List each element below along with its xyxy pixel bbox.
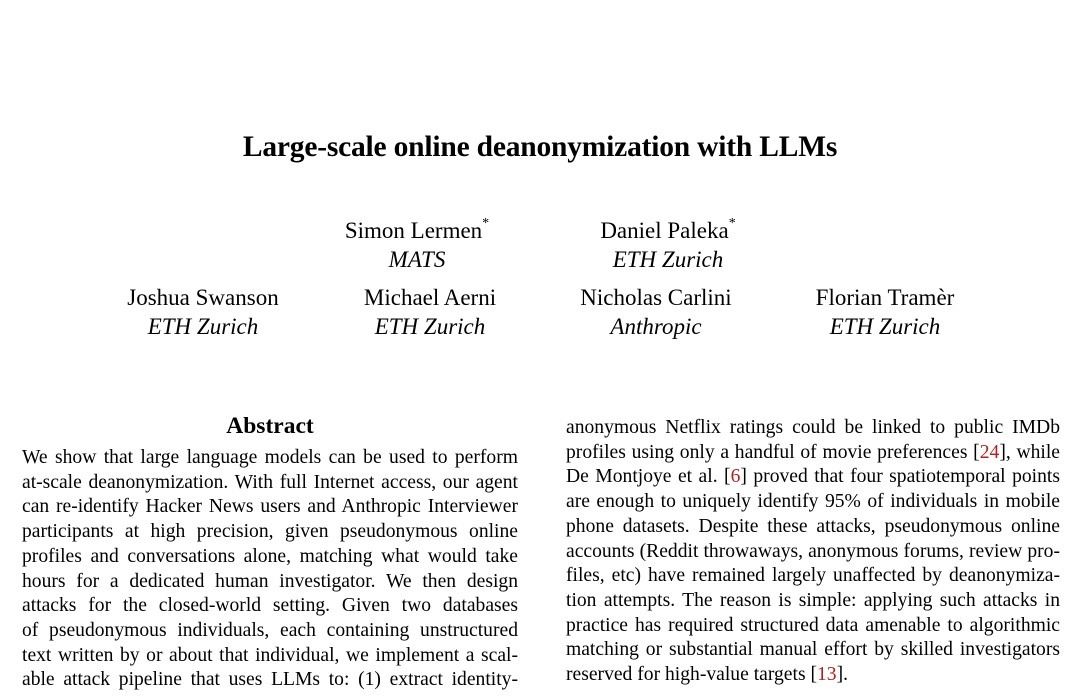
abstract-line: can re-identify Hacker News users and Anthropic Interviewer: [22, 496, 518, 518]
body-text: De Montjoye et al. [: [566, 466, 731, 488]
abstract-section: [22, 410, 518, 693]
author-block: [310, 283, 550, 341]
author-affiliation: ETH Zurich: [147, 314, 259, 339]
author-name-text: Simon Lermen: [344, 218, 483, 243]
abstract-line: at-scale deanonymization. With full Internet access, our agent: [22, 471, 518, 493]
author-name: [297, 216, 537, 245]
body-text: files, etc) have remained largely unaffected by deanonymiza-: [566, 565, 1060, 587]
citation-link[interactable]: 6: [730, 466, 741, 488]
body-text: are enough to uniquely identify 95% of individuals in mobile: [566, 491, 1060, 513]
abstract-heading: Abstract: [226, 413, 314, 439]
body-line: [566, 638, 1060, 663]
abstract-line: able attack pipeline that uses LLMs to: (1) extract identity-: [22, 669, 518, 691]
abstract-line: text written by or about that individual, we implement a scal-: [22, 644, 518, 666]
abstract-line: attacks for the closed-world setting. Given two databases: [22, 595, 518, 617]
author-affiliation: ETH Zurich: [829, 314, 941, 339]
body-text-column: [566, 416, 1060, 688]
author-name: [548, 216, 788, 245]
body-line: [566, 540, 1060, 565]
author-name: Nicholas Carlini: [580, 285, 732, 310]
author-affiliation: MATS: [388, 247, 446, 272]
author-name: Florian Tramèr: [815, 285, 955, 310]
body-text: reserved for high-value targets [: [566, 664, 817, 686]
body-text: ] proved that four spatiotemporal points: [740, 466, 1060, 488]
author-block: [83, 283, 323, 341]
author-block: [765, 283, 1005, 341]
abstract-line: We show that large language models can be used to perform: [22, 447, 518, 468]
body-line: [566, 465, 1060, 490]
abstract-line: participants at high precision, given pseudonymous online: [22, 521, 518, 543]
abstract-line: hours for a dedicated human investigator. We then design: [22, 570, 518, 592]
body-text: phone datasets. Despite these attacks, pseudonymous online: [566, 515, 1060, 537]
author-affiliation: ETH Zurich: [374, 314, 486, 339]
body-text: ].: [836, 664, 849, 686]
author-affiliation: ETH Zurich: [612, 247, 724, 272]
body-text: anonymous Netflix ratings could be linked to public IMDb: [566, 417, 1060, 438]
body-text: ], while: [999, 441, 1061, 463]
author-name: Michael Aerni: [363, 285, 497, 310]
body-line: [566, 614, 1060, 639]
body-text: matching or substantial manual effort by skilled investigators: [566, 639, 1060, 661]
body-text: profiles using only a handful of movie preferences [: [566, 441, 980, 463]
author-block: [297, 216, 537, 274]
equal-contribution-mark: *: [728, 216, 736, 232]
body-line: [566, 589, 1060, 614]
author-affiliation: Anthropic: [610, 314, 702, 339]
paper-title: Large-scale online deanonymization with LLMs: [242, 131, 838, 163]
body-line: [566, 490, 1060, 515]
author-name: Joshua Swanson: [127, 285, 279, 310]
body-text: practice has required structured data amenable to algorithmic: [566, 614, 1060, 636]
body-line: [566, 515, 1060, 540]
body-line: [566, 663, 1060, 688]
body-line: [566, 416, 1060, 441]
citation-link[interactable]: 24: [979, 441, 1000, 463]
body-text: accounts (Reddit throwaways, anonymous forums, review pro-: [566, 540, 1060, 562]
body-line: [566, 441, 1060, 466]
author-block: [536, 283, 776, 341]
citation-link[interactable]: 13: [817, 664, 837, 686]
body-line: [566, 564, 1060, 589]
abstract-line: of pseudonymous individuals, each containing unstructured: [22, 619, 518, 641]
author-name-text: Daniel Paleka: [600, 218, 729, 243]
author-block: [548, 216, 788, 274]
body-text: tion attempts. The reason is simple: applying such attacks in: [566, 589, 1060, 611]
equal-contribution-mark: *: [482, 216, 490, 232]
abstract-line: profiles and conversations alone, matching what would take: [22, 545, 518, 567]
